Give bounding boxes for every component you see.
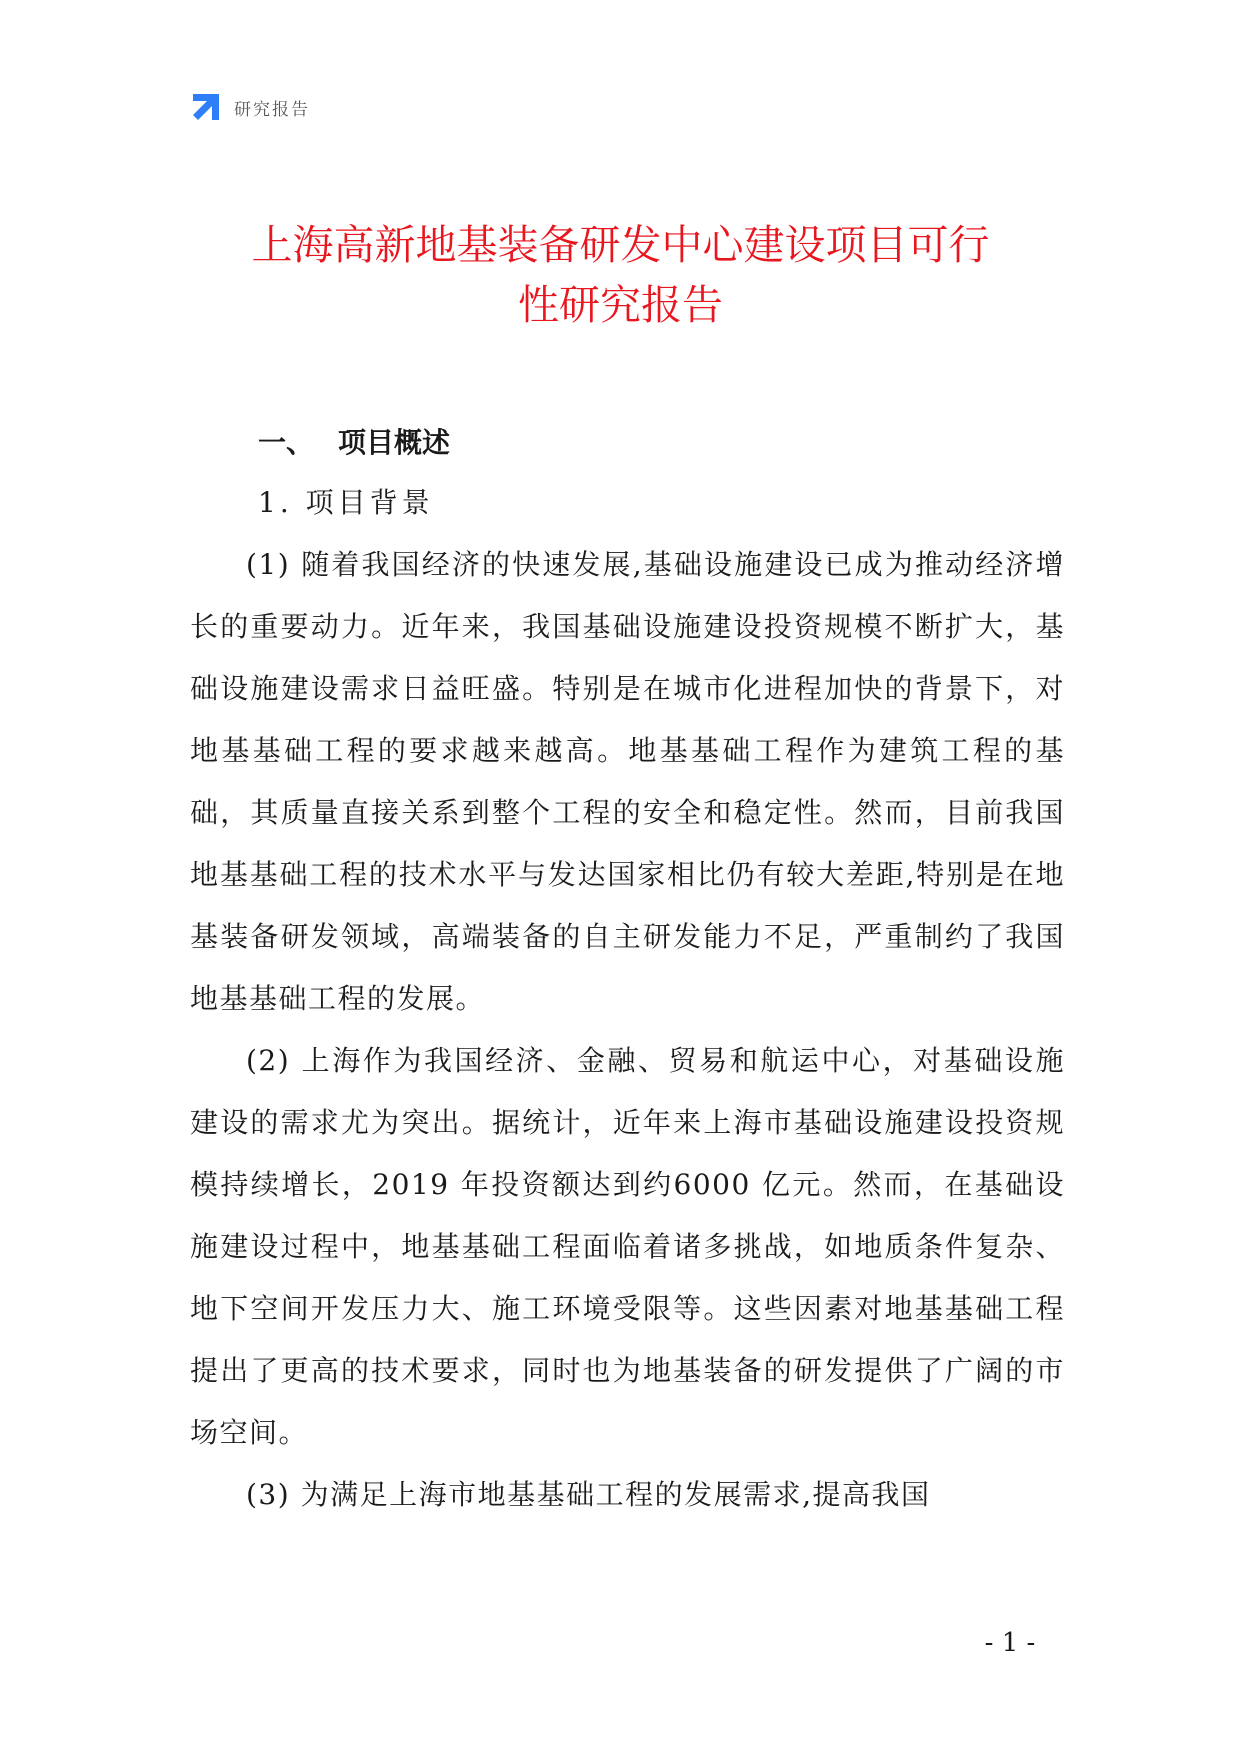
section-title: 项目概述 <box>338 426 451 459</box>
paragraph-1: (1) 随着我国经济的快速发展,基础设施建设已成为推动经济增长的重要动力。近年来，我国基础设施建设投资规模不断扩大，基础设施建设需求日益旺盛。特别是在城市化进程加快的背景下，对地基基础工程的要求越来越高。地基基础工程作为建筑工程的基础，其质量直接关系到整个工程的安全和稳定性。然而，目前我国地基基础工程的技术水平与发达国家相比仍有较大差距,特别是在地基装备研发领域，高端装备的自主研发能力不足，严重制约了我国地基基础工程的发展。 <box>190 548 1065 1015</box>
title-line-2: 性研究报告 <box>518 281 723 329</box>
title-line-1: 上海高新地基装备研发中心建设项目可行 <box>251 221 990 269</box>
body-text <box>190 534 1065 1526</box>
page-header <box>190 90 310 124</box>
paragraph-3: (3) 为满足上海市地基基础工程的发展需求,提高我国 <box>246 1478 931 1511</box>
paragraph-2: (2) 上海作为我国经济、金融、贸易和航运中心，对基础设施建设的需求尤为突出。据统计，近年来上海市基础设施建设投资规模持续增长，2019 年投资额达到约6000 亿元。然而，在基础设施建设过程中，地基基础工程面临着诸多挑战，如地质条件复杂、地下空间开发压力大、施工环境受限等。这些因素对地基基础工程提出了更高的技术要求，同时也为地基装备的研发提供了广阔的市场空间。 <box>190 1044 1065 1449</box>
section-number: 一、 <box>258 426 315 459</box>
arrow-up-right-icon <box>190 91 222 123</box>
header-label: 研究报告 <box>234 99 310 120</box>
document-title <box>150 215 1091 335</box>
page-number: - 1 - <box>984 1628 1036 1658</box>
subsection-heading: 1. 项目背景 <box>258 486 434 519</box>
section-heading <box>258 418 450 468</box>
